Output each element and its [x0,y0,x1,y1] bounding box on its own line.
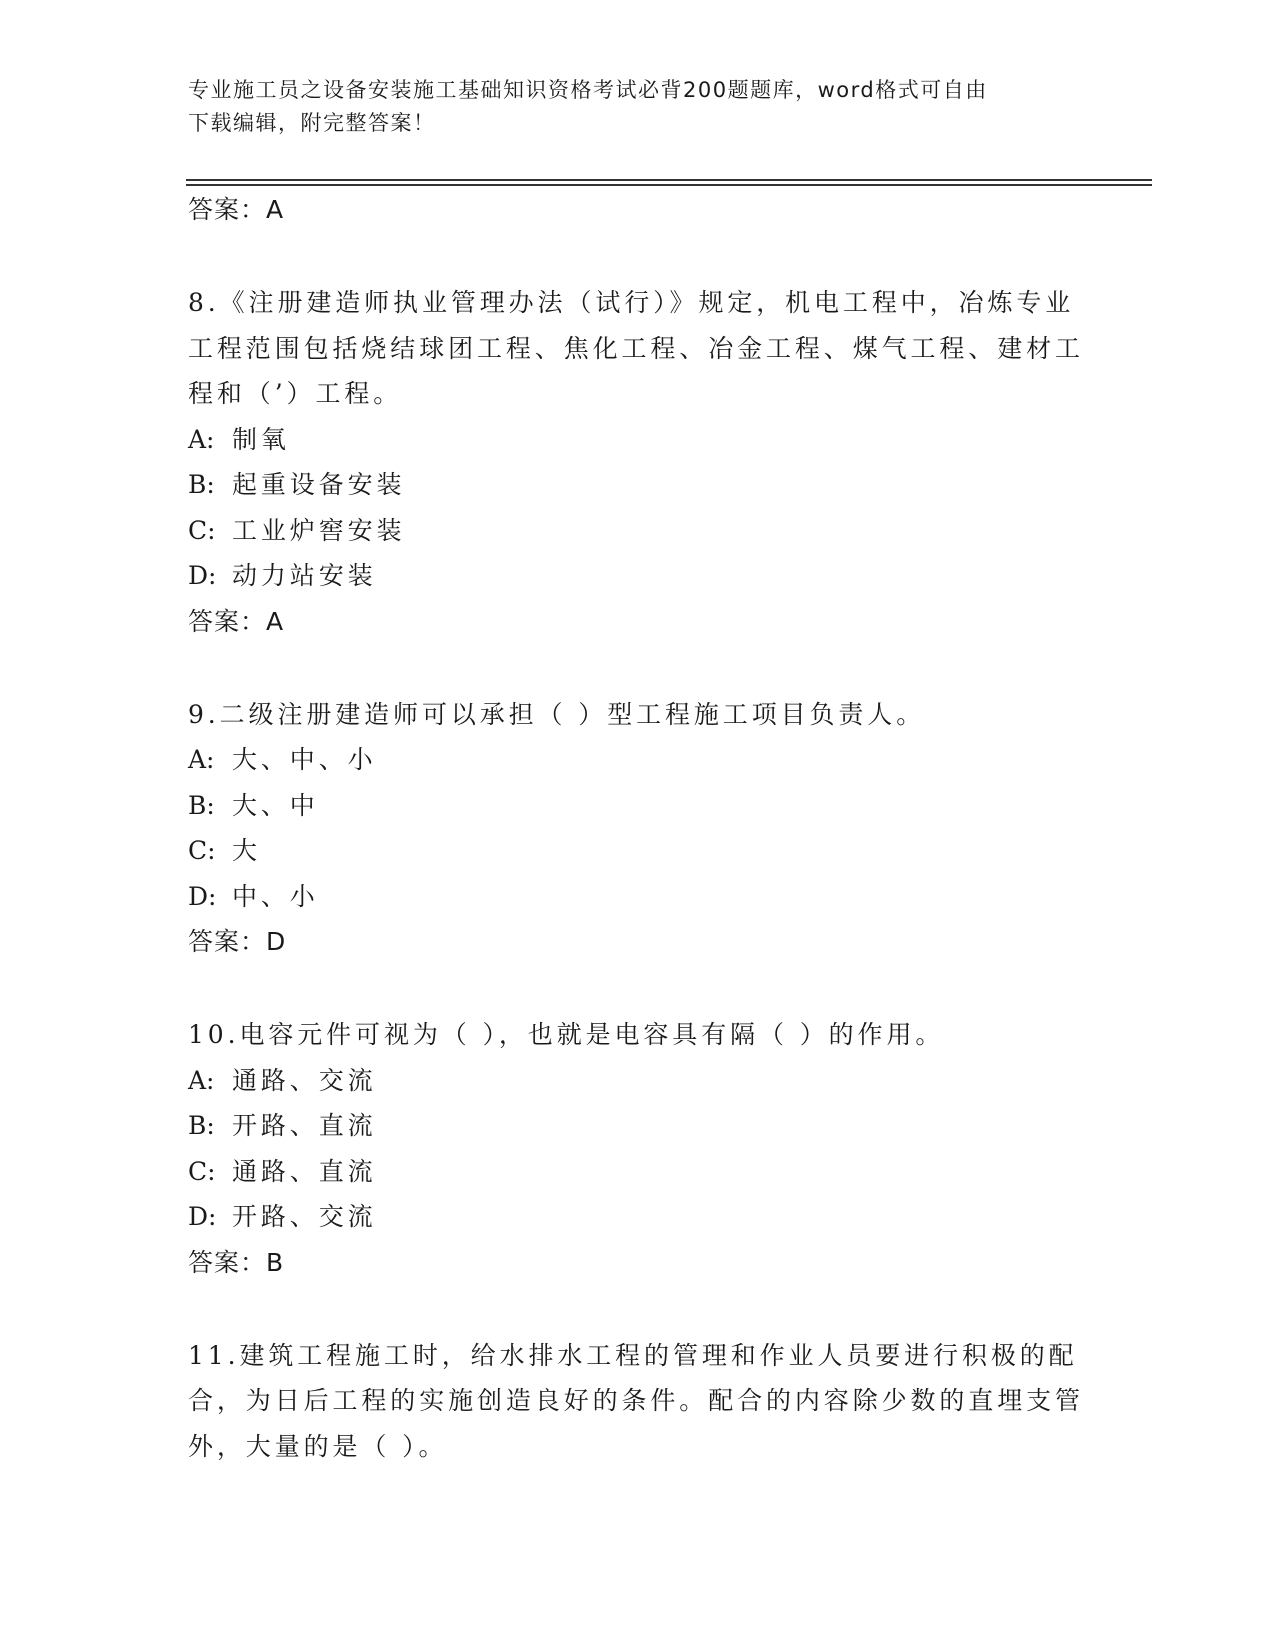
option-text: 大 [232,836,261,865]
option-text: 大、中、小 [232,745,377,774]
question-9 [188,692,1088,965]
option-text: 大、中 [232,790,319,820]
option-key: D: [188,1202,217,1231]
option-a [188,737,1088,783]
option-key: C: [188,1156,216,1186]
header-divider-bottom [186,184,1152,186]
header-line-1: 专业施工员之设备安装施工基础知识资格考试必背200题题库，word格式可自由 [188,78,988,102]
option-text: 通路、直流 [232,1156,377,1186]
option-text: 工业炉窖安装 [232,515,406,545]
option-key: D: [188,881,217,911]
option-d [188,874,1088,920]
option-key: D: [188,561,217,590]
answer-q7: 答案：A [188,195,285,224]
option-text: 通路、交流 [232,1065,377,1095]
option-key: A: [188,1065,215,1095]
option-d [188,1194,1088,1240]
option-c [188,508,1088,554]
option-d [188,553,1088,599]
question-stem: 8.《注册建造师执业管理办法（试行）》规定，机电工程中，冶炼专业工程范围包括烧结球团工程、焦化工程、冶金工程、煤气工程、建材工程和（’）工程。 [188,288,1084,408]
answer-line: 答案：D [188,927,287,956]
option-text: 开路、交流 [232,1202,377,1231]
option-key: B: [188,470,215,499]
document-header [188,74,1088,140]
option-b [188,1103,1088,1149]
option-b [188,783,1088,829]
header-line-2: 下载编辑，附完整答案！ [188,111,436,135]
option-key: B: [188,1111,215,1140]
option-a [188,417,1088,463]
question-10 [188,1012,1088,1285]
option-key: C: [188,836,216,865]
option-c [188,828,1088,874]
option-b [188,462,1088,508]
question-11 [188,1333,1088,1470]
option-c [188,1149,1088,1195]
option-text: 中、小 [232,881,319,911]
answer-line: 答案：A [188,606,285,636]
option-text: 制氧 [232,424,290,454]
option-a [188,1058,1088,1104]
option-key: C: [188,515,216,545]
question-list [188,187,1088,1517]
option-key: B: [188,790,215,820]
question-stem: 11.建筑工程施工时，给水排水工程的管理和作业人员要进行积极的配合，为日后工程的实施创造良好的条件。配合的内容除少数的直埋支管外，大量的是（ ）。 [188,1340,1084,1461]
option-text: 开路、直流 [232,1111,377,1140]
question-8 [188,280,1088,644]
header-divider-top [186,179,1152,181]
option-key: A: [188,745,215,774]
option-text: 起重设备安装 [232,470,406,499]
option-key: A: [188,424,215,454]
question-stem: 9.二级注册建造师可以承担（ ）型工程施工项目负责人。 [188,699,926,729]
option-text: 动力站安装 [232,561,377,590]
question-stem: 10.电容元件可视为（ ），也就是电容具有隔（ ）的作用。 [188,1020,945,1049]
answer-line: 答案：B [188,1247,285,1277]
